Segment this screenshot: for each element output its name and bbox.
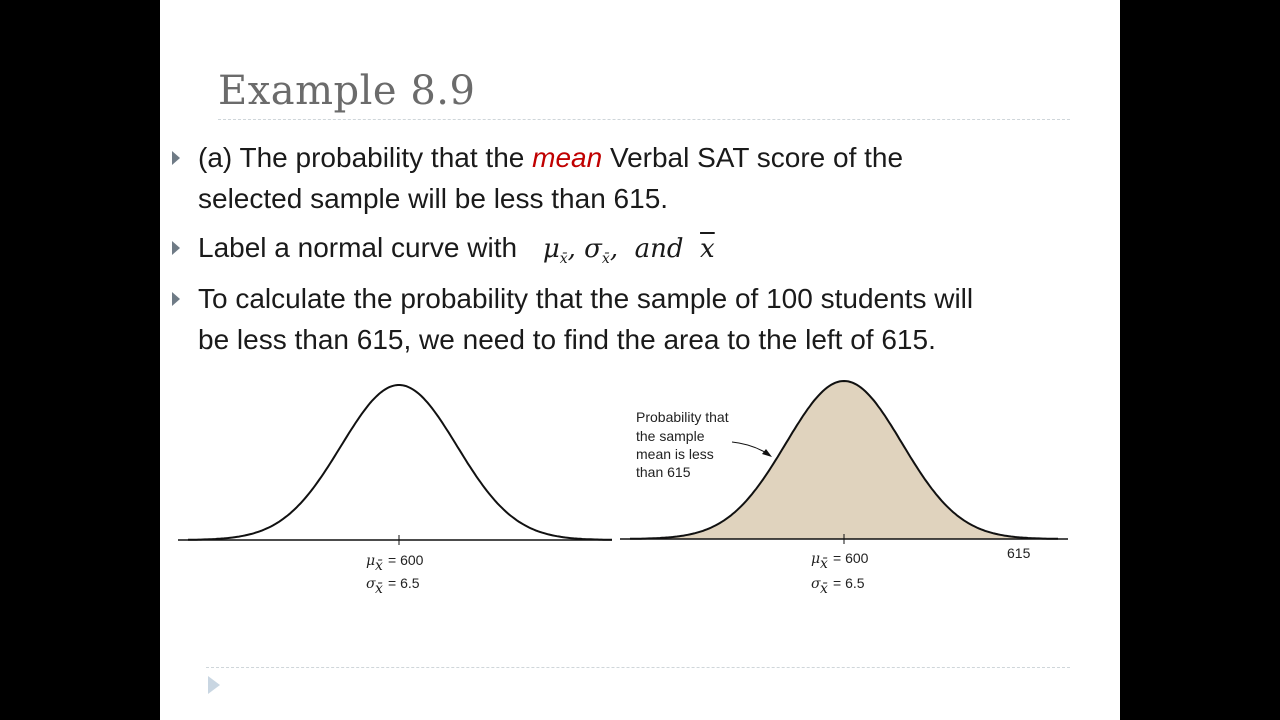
left-sd-value: = 6.5 [388,575,420,591]
bullet-3-line1: To calculate the probability that the sample of 100 students will [198,283,974,314]
bullet-1-line1-pre: (a) The probability that the [198,142,533,173]
right-sd-sub: x̄ [820,581,828,597]
bullet-1-emphasis: mean [532,142,603,173]
left-sd-symbol: σ [366,576,376,592]
right-sd-symbol: σ [811,576,821,592]
left-mean-symbol: μ [366,553,376,569]
annotation-line-4: than 615 [636,464,691,480]
normal-curves-figure [160,370,1120,610]
title-divider [218,119,1070,120]
triangle-bullet-icon [172,151,180,165]
tick-label-615: 615 [1007,545,1031,561]
math-sub: x̄ [559,251,568,267]
bullet-2-text [198,227,715,280]
slide-title: Example 8.9 [218,68,476,114]
annotation-arrow-line [732,442,768,454]
next-slide-arrow-icon[interactable] [208,676,220,694]
bullet-1-text [198,137,903,219]
bullet-3-text [198,278,973,360]
math-xbar: $\overline{x}$ [700,234,715,264]
bullet-1-line1-post: Verbal SAT score of the [602,142,904,173]
math-and: and [634,234,684,264]
annotation-line-2: the sample [636,428,705,444]
math-sub: x̄ [601,251,610,267]
footer-divider [206,667,1070,668]
math-mu: μ [542,234,560,264]
bullet-1-line2: selected sample will be less than 615. [198,183,669,214]
bullet-2-label: Label a normal curve with [198,232,518,263]
annotation-line-3: mean is less [636,446,714,462]
right-mean-symbol: μ [811,551,821,567]
left-mean-sub: x̄ [375,558,383,574]
left-sd-sub: x̄ [375,581,383,597]
left-normal-curve [188,385,612,540]
triangle-bullet-icon [172,292,180,306]
right-mean-sub: x̄ [820,556,828,572]
slide [160,0,1120,720]
right-sd-value: = 6.5 [833,575,865,591]
annotation-line-1: Probability that [636,409,729,425]
triangle-bullet-icon [172,241,180,255]
annotation-arrowhead-icon [762,449,772,457]
left-mean-value: = 600 [388,552,424,568]
right-mean-value: = 600 [833,550,869,566]
left-normal-curve-graph [178,385,612,597]
math-sigma: σ [584,234,602,264]
right-normal-curve-graph [620,381,1068,597]
bullet-2-math: $\mu_{x̄}$, $\sigma_{x̄}$, and $\overline{x}$ [542,234,715,267]
bullet-3-line2: be less than 615, we need to find the area to the left of 615. [198,324,936,355]
